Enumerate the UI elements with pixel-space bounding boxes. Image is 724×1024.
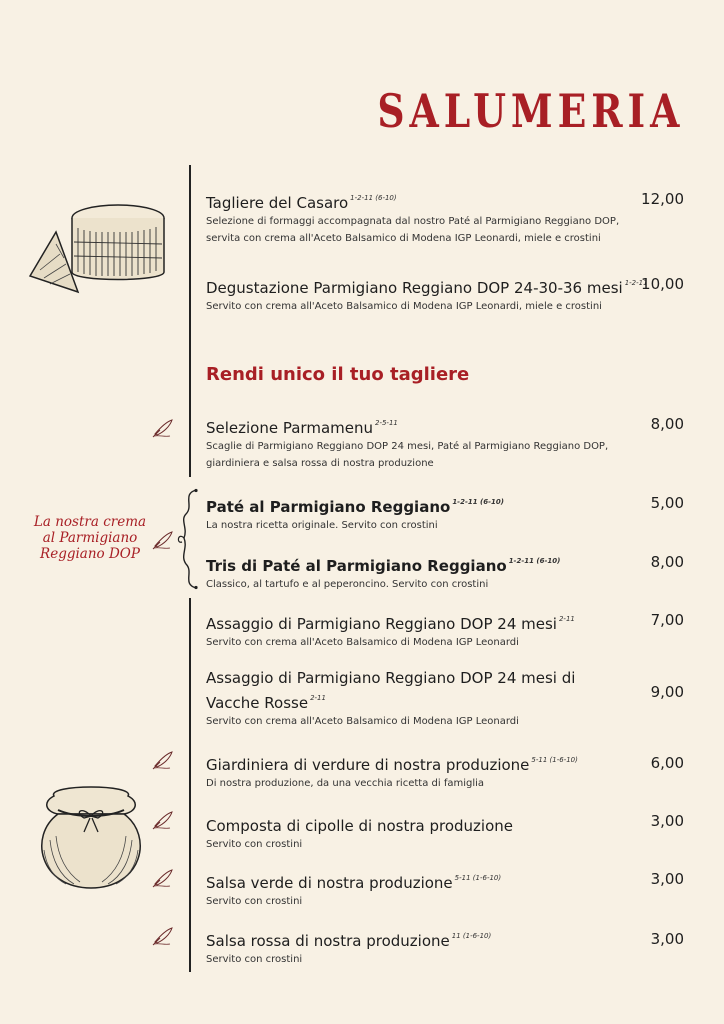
jar-illustration	[36, 780, 146, 892]
allergen-codes: 2-5-11	[375, 419, 398, 427]
allergen-codes: 5-11 (1-6-10)	[531, 756, 578, 764]
item-price: 9,00	[650, 683, 684, 701]
item-name: Tagliere del Casaro $^{1-2-11 (6-10)}$	[206, 194, 397, 212]
side-note: La nostra crema al Parmigiano Reggiano DOP	[33, 514, 147, 562]
menu-item	[206, 609, 686, 651]
item-description: Di nostra produzione, da una vecchia ricetta di famiglia	[206, 778, 485, 789]
allergen-codes: 5-11 (1-6-10)	[454, 874, 502, 882]
item-price: 10,00	[641, 275, 684, 293]
page-title: SALUMERIA	[377, 84, 684, 138]
allergen-codes: 1-2-11	[624, 279, 648, 287]
item-name: Assaggio di Parmigiano Reggiano DOP 24 mesi $^{2-11}$	[206, 615, 575, 633]
divider-line-bottom	[189, 598, 191, 972]
menu-item	[206, 273, 686, 315]
item-price: 3,00	[650, 930, 684, 948]
menu-item	[206, 492, 686, 534]
item-name: Giardiniera di verdure di nostra produzione $^{5-11 (1-6-10)}$	[206, 756, 578, 774]
item-name: Assaggio di Parmigiano Reggiano DOP 24 mesi di Vacche Rosse $^{2-11}$	[206, 669, 576, 712]
item-price: 3,00	[650, 870, 684, 888]
item-description: Scaglie di Parmigiano Reggiano DOP 24 mesi, Paté al Parmigiano Reggiano DOP, giardiniera e salsa rossa di nostra produzione	[206, 441, 609, 469]
item-description: Classico, al tartufo e al peperoncino. Servito con crostini	[206, 579, 489, 590]
item-description: Selezione di formaggi accompagnata dal nostro Paté al Parmigiano Reggiano DOP, servita con crema all'Aceto Balsamico di Modena IGP Leonardi, miele e crostini	[206, 216, 620, 244]
menu-item	[206, 926, 686, 968]
allergen-codes: 1-2-11 (6-10)	[508, 557, 561, 565]
item-price: 7,00	[650, 611, 684, 629]
menu-item	[206, 668, 686, 730]
menu-item	[206, 188, 686, 247]
item-description: Servito con crema all'Aceto Balsamico di Modena IGP Leonardi	[206, 637, 519, 648]
menu-item	[206, 811, 686, 853]
item-name: Selezione Parmamenu $^{2-5-11}$	[206, 419, 398, 437]
quill-icon	[152, 750, 174, 770]
menu-item	[206, 551, 686, 593]
item-price: 3,00	[650, 812, 684, 830]
allergen-codes: 1-2-11 (6-10)	[350, 194, 397, 202]
item-price: 12,00	[641, 190, 684, 208]
allergen-codes: 1-2-11 (6-10)	[452, 498, 504, 506]
divider-line-top	[189, 165, 191, 477]
quill-icon	[152, 810, 174, 830]
item-description: Servito con crema all'Aceto Balsamico di Modena IGP Leonardi, miele e crostini	[206, 301, 602, 312]
quill-icon	[152, 868, 174, 888]
menu-item	[206, 413, 686, 472]
item-description: Servito con crostini	[206, 954, 303, 965]
item-name: Tris di Paté al Parmigiano Reggiano $^{1-2-11 (6-10)}$	[206, 557, 561, 575]
flourish-bracket-icon	[174, 488, 202, 590]
item-price: 5,00	[650, 494, 684, 512]
section-heading: Rendi unico il tuo tagliere	[206, 364, 470, 385]
quill-icon	[152, 418, 174, 438]
cheese-wheel-illustration	[26, 198, 168, 296]
item-price: 8,00	[650, 415, 684, 433]
menu-item	[206, 868, 686, 910]
item-price: 8,00	[650, 553, 684, 571]
item-name: Salsa rossa di nostra produzione $^{11 (1-6-10)}$	[206, 932, 492, 950]
item-name: Paté al Parmigiano Reggiano $^{1-2-11 (6-10)}$	[206, 498, 504, 516]
allergen-codes: 2-11	[558, 615, 575, 623]
item-description: La nostra ricetta originale. Servito con crostini	[206, 520, 438, 531]
item-description: Servito con crema all'Aceto Balsamico di Modena IGP Leonardi	[206, 716, 519, 727]
item-name: Composta di cipolle di nostra produzione	[206, 817, 514, 835]
item-name: Salsa verde di nostra produzione $^{5-11 (1-6-10)}$	[206, 874, 502, 892]
item-price: 6,00	[650, 754, 684, 772]
allergen-codes: 2-11	[310, 694, 326, 702]
menu-item	[206, 750, 686, 792]
allergen-codes: 11 (1-6-10)	[451, 932, 492, 940]
quill-icon	[152, 926, 174, 946]
item-description: Servito con crostini	[206, 839, 303, 850]
item-description: Servito con crostini	[206, 896, 303, 907]
quill-icon	[152, 530, 174, 550]
item-name: Degustazione Parmigiano Reggiano DOP 24-30-36 mesi $^{1-2-11}$	[206, 279, 648, 297]
